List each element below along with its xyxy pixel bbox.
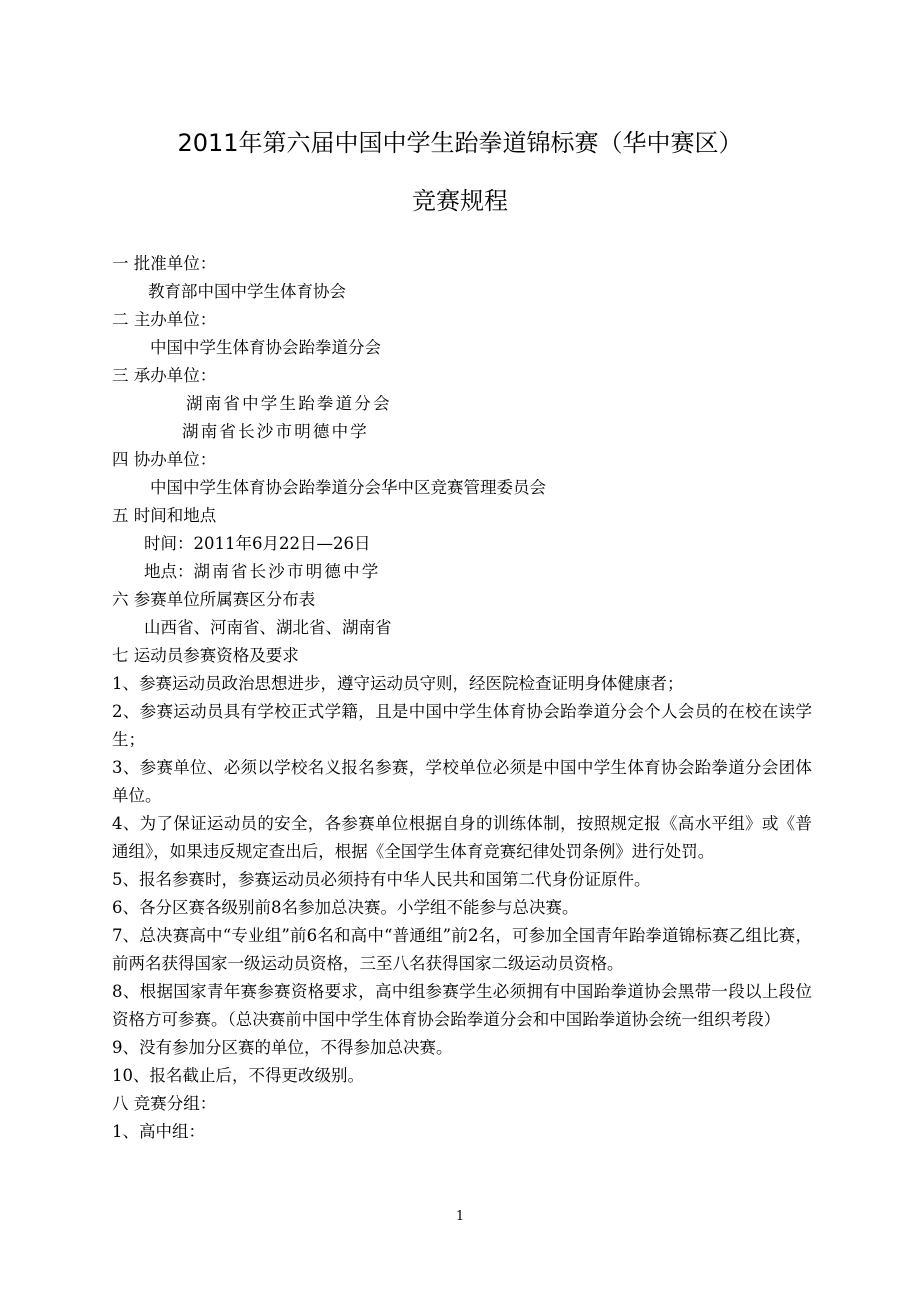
organizer-1: 湖南省中学生跆拳道分会	[186, 394, 392, 413]
section-1-heading: 一 批准单位：	[112, 254, 217, 273]
eligibility-item-8: 8、根据国家青年赛参赛资格要求，高中组参赛学生必须拥有中国跆拳道协会黑带一段以上段位资格方可参赛。（总决赛前中国中学生体育协会跆拳道分会和中国跆拳道协会统一组织考段）	[112, 982, 812, 1029]
host-organization: 中国中学生体育协会跆拳道分会	[150, 338, 381, 357]
event-place-label: 地点：	[144, 562, 194, 581]
organizer-2: 湖南省长沙市明德中学	[182, 422, 369, 441]
section-3-heading: 三 承办单位：	[112, 366, 217, 385]
document-subtitle: 竞赛规程	[412, 187, 508, 215]
section-6-heading: 六 参赛单位所属赛区分布表	[112, 590, 316, 609]
event-place-value: 湖南省长沙市明德中学	[193, 562, 381, 581]
approving-organization: 教育部中国中学生体育协会	[148, 282, 346, 301]
eligibility-item-5: 5、报名参赛时，参赛运动员必须持有中华人民共和国第二代身份证原件。	[112, 870, 651, 889]
section-7-heading: 七 运动员参赛资格及要求	[112, 646, 299, 665]
co-organizer: 中国中学生体育协会跆拳道分会华中区竞赛管理委员会	[150, 478, 546, 497]
group-item-1: 1、高中组：	[112, 1122, 205, 1141]
section-5-heading: 五 时间和地点	[112, 506, 217, 525]
eligibility-item-2: 2、参赛运动员具有学校正式学籍，且是中国中学生体育协会跆拳道分会个人会员的在校在读学生；	[112, 702, 812, 749]
participating-provinces: 山西省、河南省、湖北省、湖南省	[144, 618, 392, 637]
eligibility-item-3: 3、参赛单位、必须以学校名义报名参赛，学校单位必须是中国中学生体育协会跆拳道分会团体单位。	[112, 758, 812, 805]
event-place	[112, 558, 812, 586]
eligibility-item-4: 4、为了保证运动员的安全，各参赛单位根据自身的训练体制，按照规定报《高水平组》或《普通组》，如果违反规定查出后，根据《全国学生体育竞赛纪律处罚条例》进行处罚。	[112, 814, 812, 861]
event-time-value: 2011年6月22日—26日	[193, 534, 371, 553]
eligibility-item-9: 9、没有参加分区赛的单位，不得参加总决赛。	[112, 1038, 453, 1057]
section-4-heading: 四 协办单位：	[112, 450, 217, 469]
section-2-heading: 二 主办单位：	[112, 310, 217, 329]
eligibility-item-6: 6、各分区赛各级别前8名参加总决赛。小学组不能参与总决赛。	[112, 898, 579, 917]
eligibility-item-1: 1、参赛运动员政治思想进步，遵守运动员守则，经医院检查证明身体健康者；	[112, 674, 684, 693]
section-8-heading: 八 竞赛分组：	[112, 1094, 217, 1113]
eligibility-item-7: 7、总决赛高中“专业组”前6名和高中“普通组”前2名，可参加全国青年跆拳道锦标赛乙组比赛，前两名获得国家一级运动员资格，三至八名获得国家二级运动员资格。	[112, 926, 812, 973]
event-time	[112, 530, 812, 558]
eligibility-item-10: 10、报名截止后，不得更改级别。	[112, 1066, 364, 1085]
page-number: 1	[455, 1209, 465, 1224]
document-body	[112, 250, 812, 1146]
document-title: 2011年第六届中国中学生跆拳道锦标赛（华中赛区）	[177, 129, 743, 157]
event-time-label: 时间：	[144, 534, 194, 553]
